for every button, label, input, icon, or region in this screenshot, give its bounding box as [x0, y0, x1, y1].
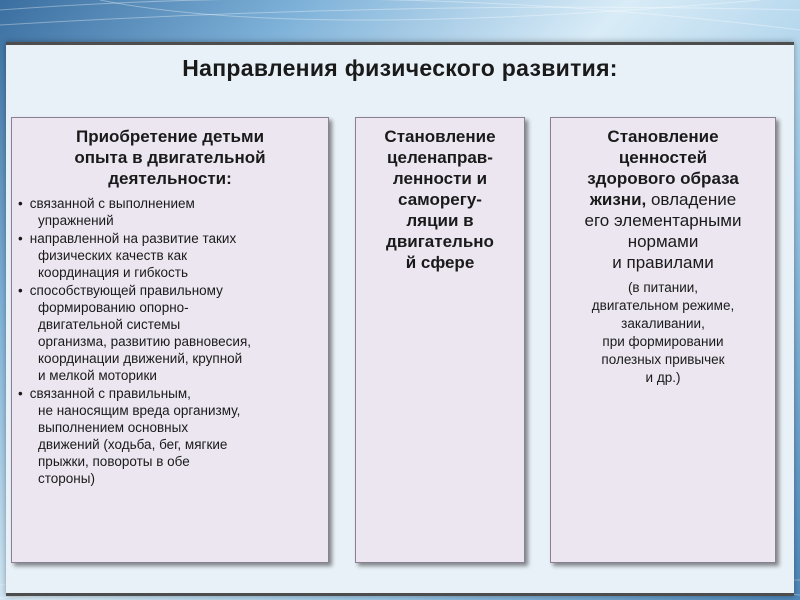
list-item: • способствующей правильному формированию опорно- двигательной системы организма, развитию равновесия, координации движений, крупной и мелкой моторики — [18, 283, 252, 383]
bullet-icon: • — [18, 231, 23, 246]
column-text: Становление ценностей здорового образа жизни, овладение его элементарными нормами и правилами — [584, 127, 742, 272]
list-item: • связанной с правильным, не наносящим вреда организму, выполнением основных движений (ходьба, бег, мягкие прыжки, повороты в обе стороны) — [18, 386, 241, 486]
bullet-icon: • — [18, 196, 23, 211]
column-heading: Становление целенаправ- ленности и саморегу- ляции в двигательно й сфере — [384, 127, 496, 272]
list-item: • направленной на развитие таких физических качеств как координация и гибкость — [18, 231, 237, 280]
column-purposefulness — [355, 117, 525, 563]
column-heading: Приобретение детьми опыта в двигательной деятельности: — [74, 127, 266, 188]
slide-panel — [6, 42, 794, 596]
bullet-icon: • — [18, 386, 23, 401]
column-note: (в питании, двигательном режиме, закаливании, при формировании полезных привычек и др.) — [591, 280, 735, 385]
bullet-icon: • — [18, 283, 23, 298]
column-motor-experience — [11, 117, 329, 563]
page-title: Направления физического развития: — [182, 55, 618, 81]
list-item: • связанной с выполнением упражнений — [18, 196, 195, 228]
bullet-list — [18, 195, 322, 487]
column-healthy-lifestyle — [550, 117, 776, 563]
